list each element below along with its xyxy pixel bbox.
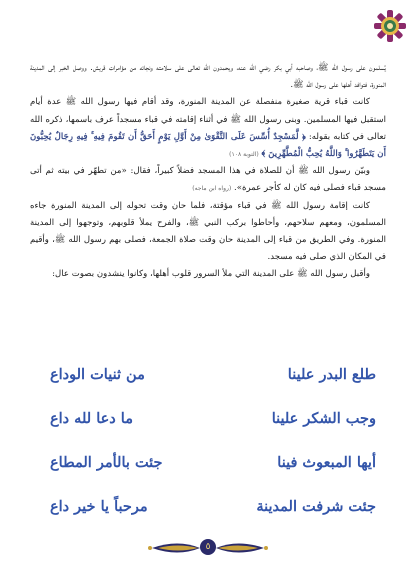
poem	[50, 352, 376, 528]
poem-second-hemistich: جئت بالأمر المطاع	[50, 453, 163, 471]
paragraph-text: وبيّن رسول الله ﷺ أن للصلاة في هذا المسجد فضلاً كبيراً، فقال: «من تطهّر في بيته ثم أتى مسجد قباء فصلى فيه كان له كأجر عمرة».	[30, 166, 386, 194]
paragraph-text: كانت إقامة رسول الله ﷺ في قباء مؤقتة، فلما حان وقت تحوله إلى المدينة المنورة جاءه المسلمون، ومعهم سلاحهم، وأحاطوا بركب النبي ﷺ، والفرح يملأ قلوبهم، وتوجهوا إلى المدينة المنورة. وفي الطريق من قباء إلى المدينة حان وقت صلاة الجمعة، فصلى بهم رسول الله ﷺ، وأقيم في المكان الذي صلى فيه مسجد.	[30, 200, 386, 263]
poem-second-hemistich: من ثنيات الوداع	[50, 365, 145, 383]
paragraph	[30, 60, 386, 94]
poem-first-hemistich: وجب الشكر علينا	[271, 409, 376, 427]
paragraph	[30, 266, 386, 283]
poem-line	[50, 352, 376, 396]
page-number: ٥	[200, 539, 216, 555]
poem-first-hemistich: طلع البدر علينا	[287, 365, 376, 383]
paragraph-text: كانت قباء قرية صغيرة منفصلة عن المدينة المنورة، وقد أقام فيها رسول الله ﷺ عدة أيام استقبل فيها المسلمين. وبنى رسول الله ﷺ في أثناء إقامته في قباء مسجداً عرف باسمها، ذكره الله تعالى في كتابه بقوله:	[30, 97, 386, 142]
verse-reference: (التوبة ١٠٨)	[229, 151, 259, 159]
hadith-reference: (رواه ابن ماجه)	[192, 185, 232, 193]
poem-second-hemistich: ما دعا لله داع	[50, 409, 133, 427]
poem-first-hemistich: جئت شرفت المدينة	[256, 497, 376, 515]
poem-line	[50, 396, 376, 440]
paragraph-text: وأقبل رسول الله ﷺ على المدينة التي ملأ السرور قلوب أهلها، وكانوا ينشدون بصوت عال:	[52, 269, 370, 280]
poem-line	[50, 440, 376, 484]
paragraph	[30, 198, 386, 267]
poem-line	[50, 484, 376, 528]
paragraph	[30, 94, 386, 163]
poem-first-hemistich: أيها المبعوث فينا	[277, 453, 376, 471]
body-text	[30, 60, 386, 284]
paragraph-text: يُسلمون على رسول الله ﷺ، وصاحبه أبي بكر رضي الله عنه، ويحمدون الله تعالى على سلامته ونجاته من مؤامرات قريش. ووصل الخبر إلى المدينة المنورة، فتوافد أهلها على رسول الله ﷺ.	[30, 63, 386, 91]
paragraph	[30, 163, 386, 197]
poem-second-hemistich: مرحباً يا خير داع	[50, 497, 148, 515]
ornament-icon	[372, 8, 408, 44]
quran-verse: ﴿ لَّمَسْجِدٌ أُسِّسَ عَلَى التَّقْوَىٰ مِنْ أَوَّلِ يَوْمٍ أَحَقُّ أَن تَقُومَ فِيهِ ۚ فِيهِ رِجَالٌ يُحِبُّونَ أَن يَتَطَهَّرُوا ۚ وَاللَّهُ يُحِبُّ الْمُطَّهِّرِينَ ﴾	[30, 131, 386, 160]
